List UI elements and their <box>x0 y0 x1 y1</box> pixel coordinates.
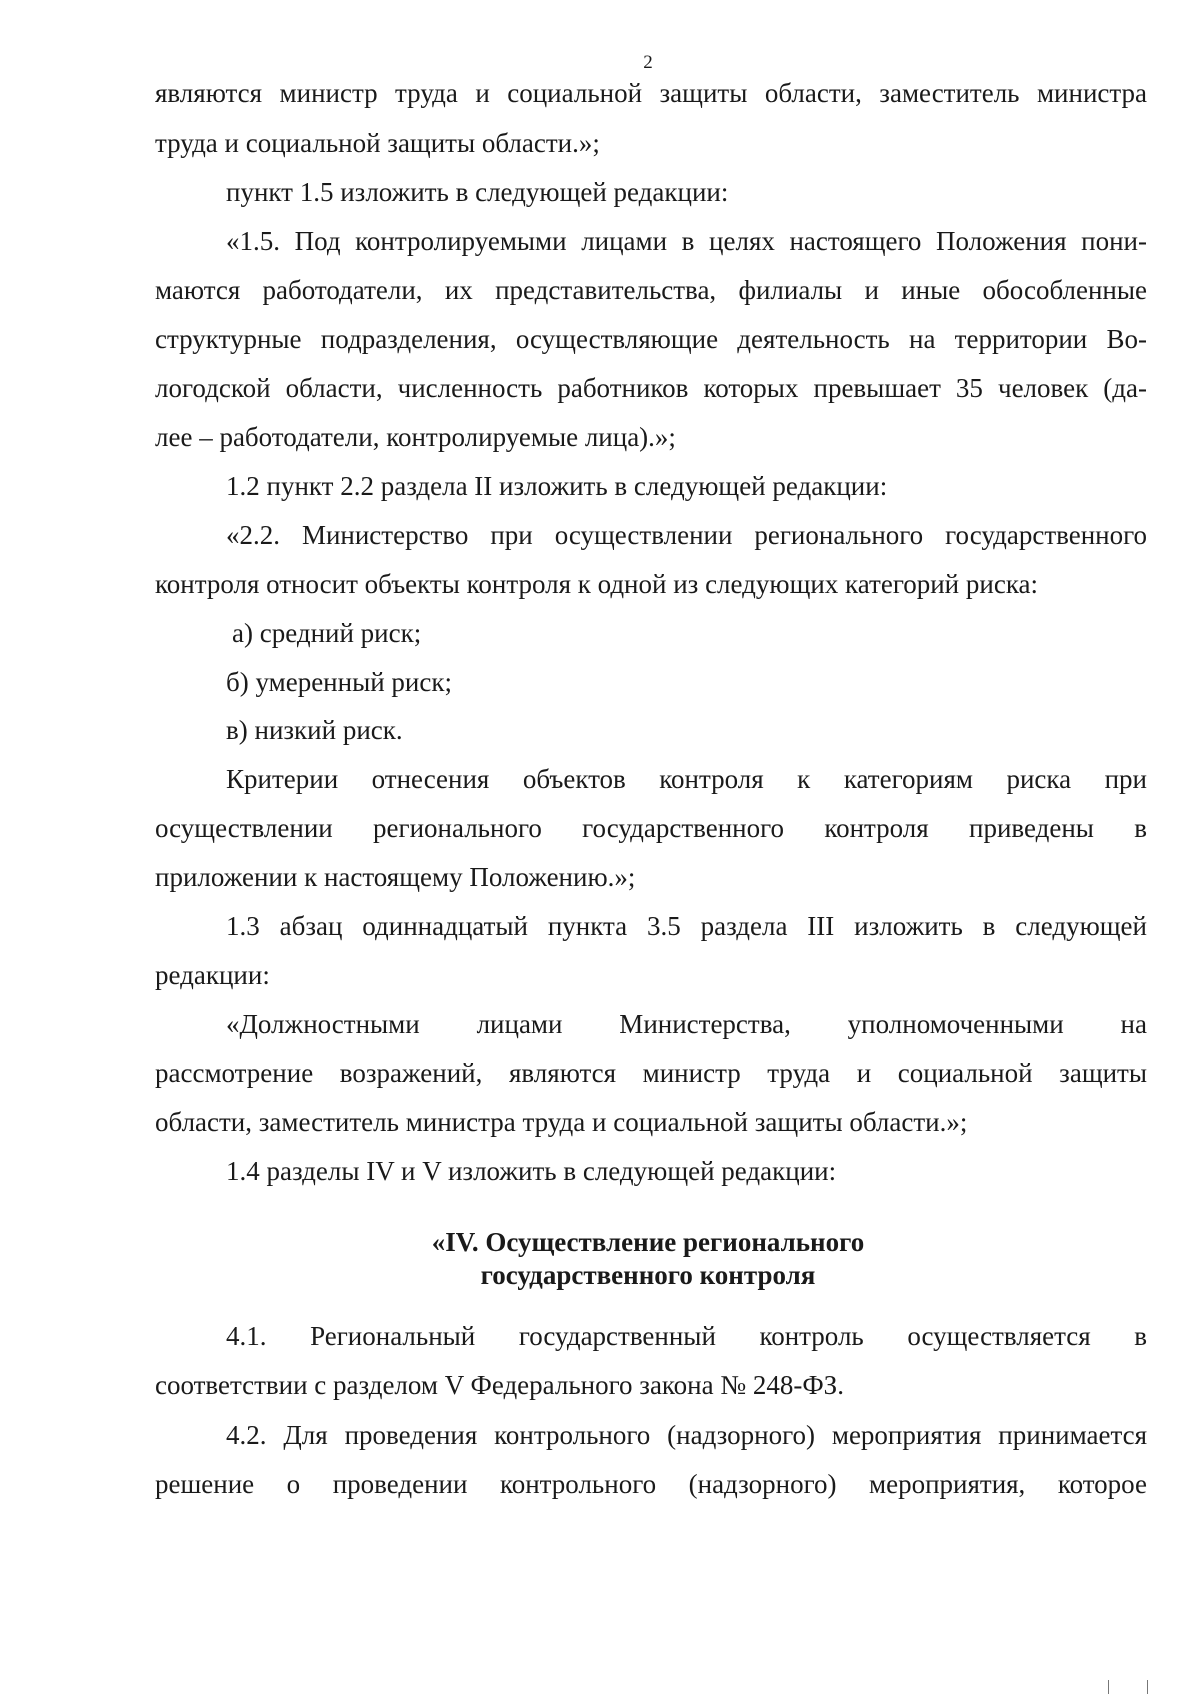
scan-edge-mark <box>1108 1680 1148 1694</box>
text-line: контроля относит объекты контроля к одной из следующих категорий риска: <box>155 569 1039 599</box>
list-item-risk: а) средний риск; <box>232 618 422 648</box>
text-line: 1.4 разделы IV и V изложить в следующей редакции: <box>226 1156 837 1186</box>
text-line: «1.5. Под контролируемыми лицами в целях настоящего Положения пони- <box>226 226 1147 256</box>
text-line: приложении к настоящему Положению.»; <box>155 862 636 892</box>
text-line: «Должностными лицами Министерства, уполномоченными на <box>226 1009 1147 1039</box>
text-line: лее – работодатели, контролируемые лица).»; <box>155 422 676 452</box>
text-line: области, заместитель министра труда и социальной защиты области.»; <box>155 1107 968 1137</box>
text-line: структурные подразделения, осуществляющие деятельность на территории Во- <box>155 324 1147 354</box>
text-line: труда и социальной защиты области.»; <box>155 128 600 158</box>
text-line: решение о проведении контрольного (надзорного) мероприятия, которое <box>155 1469 1147 1499</box>
text-line: логодской области, численность работников которых превышает 35 человек (да- <box>155 373 1147 403</box>
text-line: рассмотрение возражений, являются министр труда и социальной защиты <box>155 1058 1147 1088</box>
list-item-risk: б) умеренный риск; <box>226 667 452 697</box>
text-line: 1.2 пункт 2.2 раздела II изложить в следующей редакции: <box>226 471 888 501</box>
page-number: 2 <box>643 52 653 73</box>
section-heading-line-2: государственного контроля <box>480 1260 816 1290</box>
text-line: маются работодатели, их представительства, филиалы и иные обособленные <box>155 275 1147 305</box>
text-line: осуществлении регионального государственного контроля приведены в <box>155 813 1147 843</box>
text-line: пункт 1.5 изложить в следующей редакции: <box>226 177 729 207</box>
text-line: соответствии с разделом V Федерального закона № 248-ФЗ. <box>155 1370 844 1400</box>
text-line: «2.2. Министерство при осуществлении регионального государственного <box>226 520 1147 550</box>
text-line: являются министр труда и социальной защиты области, заместитель министра <box>155 78 1147 108</box>
section-heading-line-1: «IV. Осуществление регионального <box>431 1227 865 1257</box>
text-line: 1.3 абзац одиннадцатый пункта 3.5 раздела III изложить в следующей <box>226 911 1147 941</box>
text-line: 4.2. Для проведения контрольного (надзорного) мероприятия принимается <box>226 1420 1147 1450</box>
list-item-risk: в) низкий риск. <box>226 715 403 745</box>
text-line: 4.1. Региональный государственный контроль осуществляется в <box>226 1321 1147 1351</box>
text-line: редакции: <box>155 960 270 990</box>
text-line: Критерии отнесения объектов контроля к категориям риска при <box>226 764 1147 794</box>
